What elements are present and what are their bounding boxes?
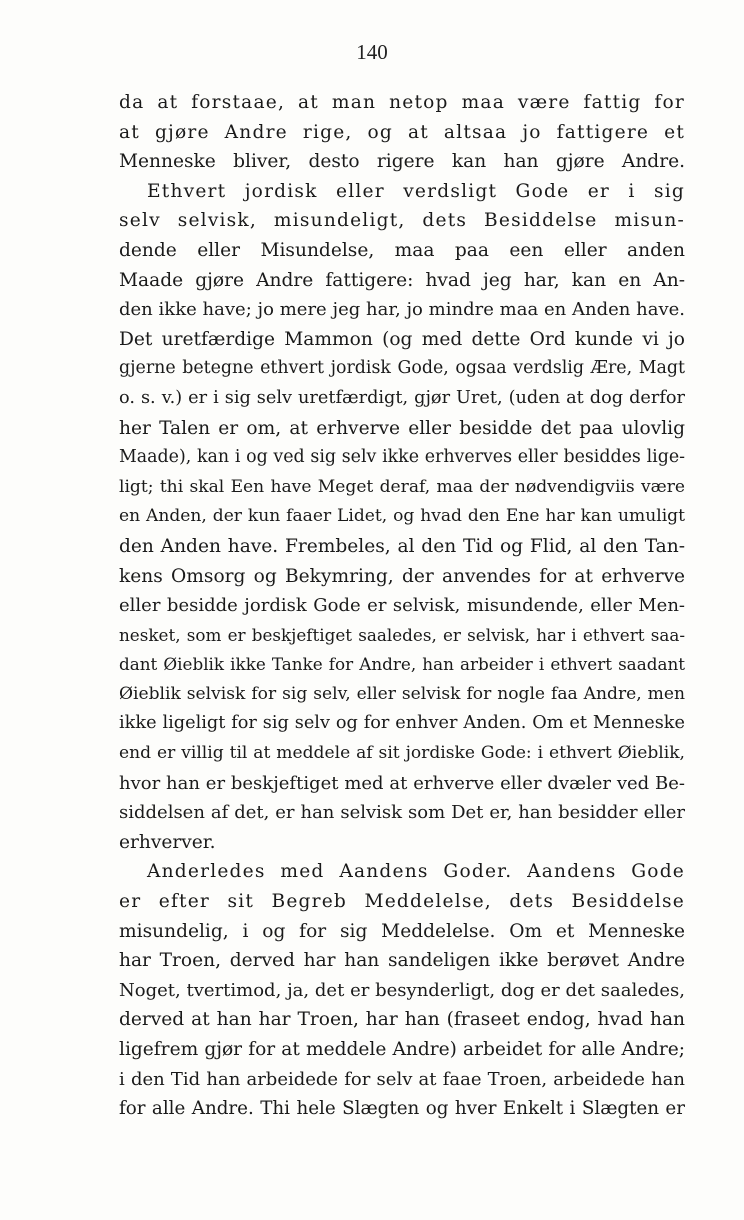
text-line: har Troen, derved har han sandeligen ikke berøvet Andre [119, 950, 685, 972]
body-text [119, 88, 685, 1124]
text-line: siddelsen af det, er han selvisk som Det er, han besidder eller [119, 802, 685, 824]
text-line: misundelig, i og for sig Meddelelse. Om et Menneske [119, 920, 685, 942]
text-line: derved at han har Troen, har han (fraseet endog, hvad han [119, 1009, 685, 1031]
text-line: Anderledes med Aandens Goder. Aandens Gode [147, 861, 685, 883]
text-line: Maade), kan i og ved sig selv ikke erhverves eller besiddes lige- [119, 447, 685, 468]
text-line: nesket, som er beskjeftiget saaledes, er selvisk, har i ethvert saa- [119, 624, 685, 645]
text-line: at gjøre Andre rige, og at altsaa jo fattigere et [119, 121, 685, 143]
paragraph [119, 88, 685, 857]
text-line: den Anden have. Frembeles, al den Tid og Flid, al den Tan- [119, 535, 685, 557]
text-line: den ikke have; jo mere jeg har, jo mindre maa en Anden have. [119, 299, 685, 321]
text-line: selv selvisk, misundeligt, dets Besiddelse misun- [119, 210, 685, 232]
text-line: gjerne betegne ethvert jordisk Gode, ogsaa verdslig Ære, Magt [119, 358, 685, 379]
page-number: 140 [356, 40, 388, 64]
text-line: erhverver. [119, 831, 216, 853]
text-line: dant Øieblik ikke Tanke for Andre, han arbeider i ethvert saadant [119, 654, 685, 675]
text-line: Øieblik selvisk for sig selv, eller selvisk for nogle faa Andre, men [119, 683, 685, 704]
text-line: ligefrem gjør for at meddele Andre) arbeidet for alle Andre; [119, 1039, 685, 1060]
text-line: eller besidde jordisk Gode er selvisk, misundende, eller Men- [119, 595, 685, 617]
text-line: kens Omsorg og Bekymring, der anvendes for at erhverve [119, 565, 685, 587]
text-line: Noget, tvertimod, ja, det er besynderligt, dog er det saaledes, [119, 979, 685, 1001]
text-line: dende eller Misundelse, maa paa een eller anden [119, 239, 685, 261]
text-line: ligt; thi skal Een have Meget deraf, maa der nødvendigviis være [119, 476, 685, 497]
paragraph [119, 857, 685, 1123]
text-line: Ethvert jordisk eller verdsligt Gode er i sig [147, 180, 685, 202]
text-line: i den Tid han arbeidede for selv at faae Troen, arbeidede han [119, 1068, 685, 1090]
text-line: Det uretfærdige Mammon (og med dette Ord kunde vi jo [119, 328, 685, 350]
text-line: Menneske bliver, desto rigere kan han gjøre Andre. [119, 151, 685, 173]
text-line: ikke ligeligt for sig selv og for enhver Anden. Om et Menneske [119, 713, 685, 734]
text-line: for alle Andre. Thi hele Slægten og hver Enkelt i Slægten er [119, 1098, 685, 1120]
text-line: end er villig til at meddele af sit jordiske Gode: i ethvert Øieblik, [119, 743, 685, 764]
text-line: da at forstaae, at man netop maa være fattig for [119, 92, 685, 113]
text-line: Maade gjøre Andre fattigere: hvad jeg har, kan en An- [119, 269, 685, 291]
text-line: her Talen er om, at erhverve eller besidde det paa ulovlig [119, 417, 685, 439]
text-line: en Anden, der kun faaer Lidet, og hvad den Ene har kan umuligt [119, 506, 685, 527]
text-line: o. s. v.) er i sig selv uretfærdigt, gjør Uret, (uden at dog derfor [119, 387, 685, 408]
text-line: er efter sit Begreb Meddelelse, dets Besiddelse [119, 891, 685, 913]
text-line: hvor han er beskjeftiget med at erhverve eller dvæler ved Be- [119, 772, 685, 794]
